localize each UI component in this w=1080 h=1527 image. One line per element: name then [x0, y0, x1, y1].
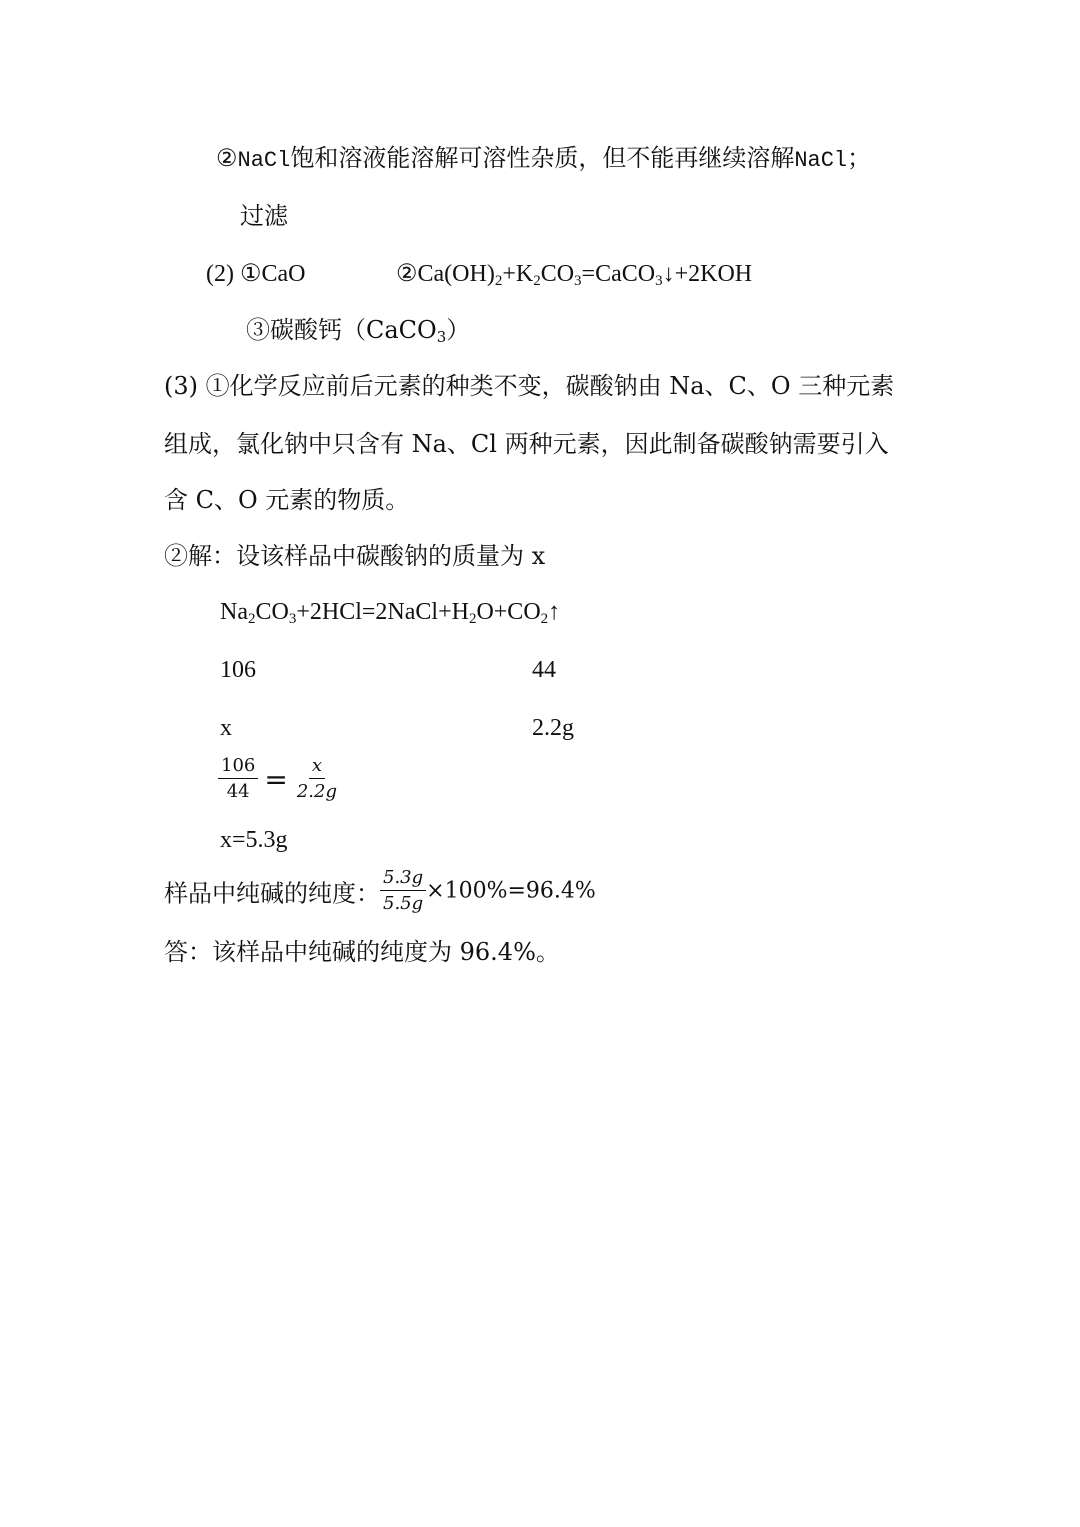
answer-1-2-end: ；	[847, 144, 872, 172]
nacl-text: NaCl	[237, 148, 291, 173]
fraction-right: $\frac{x}{2.2g}$	[296, 755, 337, 802]
answer-2-2: $②Ca(OH)_2+K_2CO_3=CaCO_3↓+2KOH$	[396, 261, 753, 289]
final-answer: 答：该样品中纯碱的纯度为 96.4%。	[164, 938, 560, 966]
purity-fraction: $\frac{5.3g}{5.5g}$	[380, 868, 426, 914]
answer-1-2-line1	[216, 142, 871, 177]
solution-setup: ②解：设该样品中碳酸钠的质量为 x	[164, 542, 546, 570]
answer-1-2-line2: 过滤	[240, 202, 288, 230]
answer-2-line1	[206, 258, 306, 290]
chemical-equation: $Na_2CO_3+2HCl=2NaCl+H_2O+CO_2↑$	[220, 599, 561, 627]
molar-mass-left: 106	[220, 657, 256, 683]
variable-left: x	[220, 715, 232, 741]
answer-2-1: ①CaO	[239, 261, 306, 287]
result-x: x=5.3g	[220, 827, 288, 853]
proportion-equation	[218, 756, 340, 802]
variable-right: 2.2g	[532, 715, 574, 741]
answer-3-1-line2: 组成，氯化钠中只含有 Na、Cl 两种元素，因此制备碳酸钠需要引入	[164, 430, 889, 458]
molar-mass-right: 44	[532, 657, 556, 683]
fraction-left: $\frac{106}{44}$	[218, 756, 258, 802]
answer-3-1-line3: 含 C、O 元素的物质。	[164, 486, 410, 514]
equals-sign: =	[264, 762, 288, 796]
answer-1-2-text: 饱和溶液能溶解可溶性杂质，但不能再继续溶解	[290, 144, 795, 172]
answer-3-1-line1: (3) ①化学反应前后元素的种类不变，碳酸钠由 Na、C、O 三种元素	[164, 372, 895, 400]
purity-calculation: 样品中纯碱的纯度： $\frac{5.3g}{5.5g}$ ×100%=96.4%	[164, 867, 596, 914]
answer-2-3: ③碳酸钙（CaCO$_3$）	[246, 316, 471, 346]
answer-1-2-prefix: ②	[216, 144, 238, 172]
nacl-text: NaCl	[794, 148, 848, 173]
part-2-label: (2)	[206, 261, 240, 287]
